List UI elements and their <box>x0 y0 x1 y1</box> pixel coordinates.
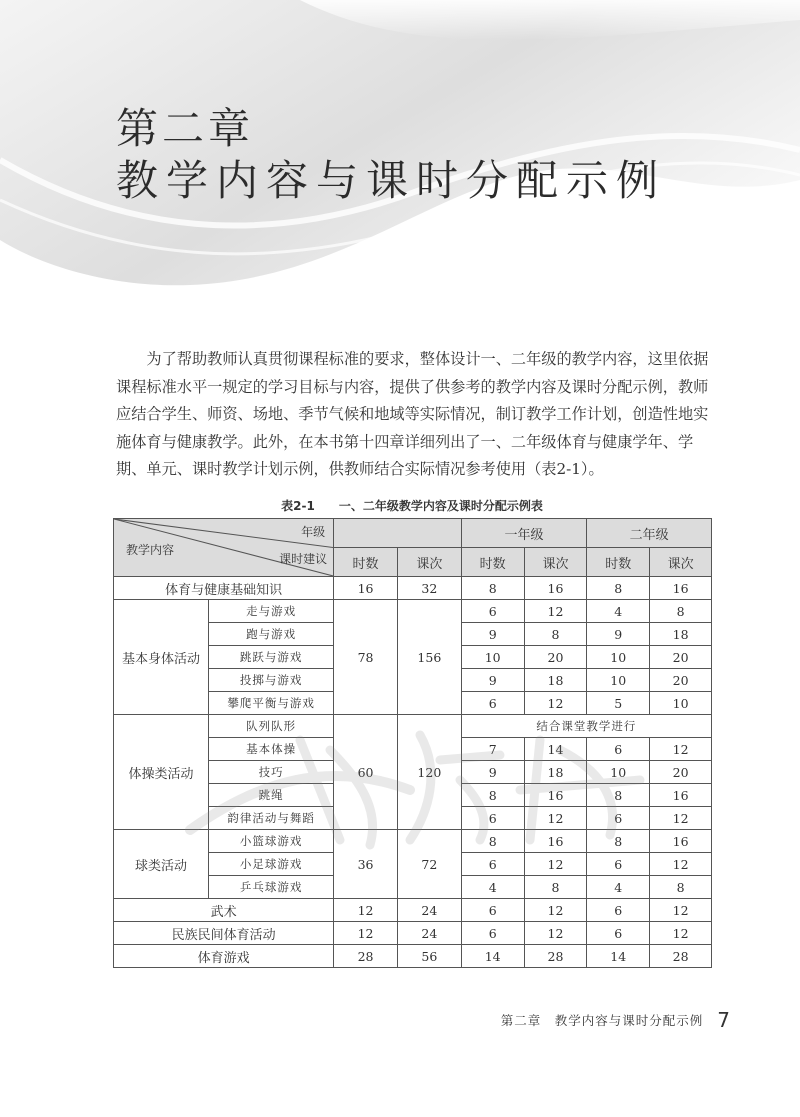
table-row <box>114 600 712 623</box>
table-row <box>114 922 712 945</box>
header-grade-label: 年级 <box>301 525 326 539</box>
cell: 16 <box>524 577 587 600</box>
sub-label: 韵律活动与舞蹈 <box>209 807 334 830</box>
header-grade1: 一年级 <box>461 519 587 548</box>
col-total-lessons: 课次 <box>397 548 461 577</box>
cell: 24 <box>397 899 461 922</box>
cell: 8 <box>650 876 712 899</box>
cell: 10 <box>587 646 650 669</box>
sub-label: 小篮球游戏 <box>209 830 334 853</box>
cell: 8 <box>587 830 650 853</box>
cell: 12 <box>650 899 712 922</box>
cell: 8 <box>587 784 650 807</box>
row-label: 民族民间体育活动 <box>114 922 334 945</box>
table-row <box>114 830 712 853</box>
cell: 12 <box>650 853 712 876</box>
cell: 6 <box>587 738 650 761</box>
cell: 9 <box>461 623 524 646</box>
cell: 6 <box>461 922 524 945</box>
cell: 20 <box>650 669 712 692</box>
cell: 9 <box>461 761 524 784</box>
table-row <box>114 715 712 738</box>
cell: 12 <box>334 922 398 945</box>
cell: 20 <box>524 646 587 669</box>
sub-label: 走与游戏 <box>209 600 334 623</box>
cell: 6 <box>461 600 524 623</box>
row-label: 体育游戏 <box>114 945 334 968</box>
page-footer <box>470 1008 730 1032</box>
cell: 28 <box>334 945 398 968</box>
sub-label: 乒乓球游戏 <box>209 876 334 899</box>
header-row-grades <box>114 519 712 548</box>
group-label: 体操类活动 <box>114 715 209 830</box>
sub-label: 技巧 <box>209 761 334 784</box>
cell: 6 <box>587 922 650 945</box>
cell: 20 <box>650 761 712 784</box>
sub-label: 跑与游戏 <box>209 623 334 646</box>
col-g1-lessons: 课次 <box>524 548 587 577</box>
cell: 7 <box>461 738 524 761</box>
group-label: 球类活动 <box>114 830 209 899</box>
cell: 20 <box>650 646 712 669</box>
cell: 9 <box>587 623 650 646</box>
col-g2-hours: 时数 <box>587 548 650 577</box>
table-caption-number: 表2-1 <box>281 499 315 513</box>
cell: 12 <box>650 807 712 830</box>
cell: 18 <box>524 761 587 784</box>
cell: 18 <box>524 669 587 692</box>
cell: 28 <box>650 945 712 968</box>
cell: 8 <box>461 577 524 600</box>
group-label: 基本身体活动 <box>114 600 209 715</box>
cell: 8 <box>650 600 712 623</box>
sub-label: 跳绳 <box>209 784 334 807</box>
formation-note: 结合课堂教学进行 <box>461 715 711 738</box>
cell: 12 <box>524 853 587 876</box>
row-label: 体育与健康基础知识 <box>114 577 334 600</box>
group-total-hours: 36 <box>334 830 398 899</box>
cell: 16 <box>334 577 398 600</box>
col-g2-lessons: 课次 <box>650 548 712 577</box>
diagonal-header-cell <box>114 519 334 577</box>
col-g1-hours: 时数 <box>461 548 524 577</box>
header-hours-label: 课时建议 <box>279 552 328 566</box>
cell: 12 <box>650 922 712 945</box>
cell: 10 <box>587 761 650 784</box>
cell: 4 <box>587 600 650 623</box>
cell: 12 <box>650 738 712 761</box>
cell: 12 <box>524 807 587 830</box>
col-total-hours: 时数 <box>334 548 398 577</box>
intro-paragraph: 为了帮助教师认真贯彻课程标准的要求，整体设计一、二年级的教学内容，这里依据课程标准水平一规定的学习目标与内容，提供了供参考的教学内容及课时分配示例，教师应结合学生、师资、场地、季节气候和地域等实际情况，制订教学工作计划，创造性地实施体育与健康教学。此外，在本书第十四章详细列出了一、二年级体育与健康学年、学期、单元、课时教学计划示例，供教师结合实际情况参考使用（表2-1）。 <box>116 350 709 478</box>
sub-label: 攀爬平衡与游戏 <box>209 692 334 715</box>
cell: 18 <box>650 623 712 646</box>
cell: 16 <box>524 784 587 807</box>
group-total-lessons: 156 <box>397 600 461 715</box>
cell: 6 <box>587 853 650 876</box>
cell: 4 <box>587 876 650 899</box>
table-row <box>114 899 712 922</box>
sub-label: 小足球游戏 <box>209 853 334 876</box>
table-caption-title: 一、二年级教学内容及课时分配示例表 <box>338 499 543 513</box>
cell: 12 <box>524 692 587 715</box>
cell: 16 <box>650 830 712 853</box>
cell: 14 <box>524 738 587 761</box>
cell: 6 <box>461 853 524 876</box>
header-content-label: 教学内容 <box>126 543 175 557</box>
cell: 10 <box>650 692 712 715</box>
cell: 12 <box>524 899 587 922</box>
sub-label: 跳跃与游戏 <box>209 646 334 669</box>
cell: 56 <box>397 945 461 968</box>
cell: 24 <box>397 922 461 945</box>
group-total-hours: 78 <box>334 600 398 715</box>
cell: 6 <box>461 807 524 830</box>
page-number: 7 <box>717 1008 730 1032</box>
group-total-hours: 60 <box>334 715 398 830</box>
sub-label: 队列队形 <box>209 715 334 738</box>
sub-label: 基本体操 <box>209 738 334 761</box>
chapter-title: 教学内容与课时分配示例 <box>116 156 667 205</box>
header-grade2: 二年级 <box>587 519 712 548</box>
group-total-lessons: 120 <box>397 715 461 830</box>
cell: 12 <box>524 600 587 623</box>
cell: 14 <box>587 945 650 968</box>
header-total-blank <box>334 519 462 548</box>
allocation-table <box>113 518 712 968</box>
cell: 16 <box>650 577 712 600</box>
table-row <box>114 577 712 600</box>
cell: 16 <box>524 830 587 853</box>
running-title: 第二章 教学内容与课时分配示例 <box>500 1013 704 1028</box>
cell: 10 <box>587 669 650 692</box>
cell: 32 <box>397 577 461 600</box>
sub-label: 投掷与游戏 <box>209 669 334 692</box>
table-row <box>114 945 712 968</box>
cell: 9 <box>461 669 524 692</box>
cell: 6 <box>587 899 650 922</box>
cell: 5 <box>587 692 650 715</box>
cell: 28 <box>524 945 587 968</box>
cell: 8 <box>461 830 524 853</box>
cell: 12 <box>524 922 587 945</box>
cell: 4 <box>461 876 524 899</box>
cell: 6 <box>587 807 650 830</box>
cell: 10 <box>461 646 524 669</box>
cell: 8 <box>524 876 587 899</box>
cell: 8 <box>461 784 524 807</box>
group-total-lessons: 72 <box>397 830 461 899</box>
chapter-number: 第二章 <box>116 104 255 153</box>
cell: 6 <box>461 692 524 715</box>
cell: 14 <box>461 945 524 968</box>
table-caption <box>112 497 712 514</box>
row-label: 武术 <box>114 899 334 922</box>
cell: 6 <box>461 899 524 922</box>
cell: 12 <box>334 899 398 922</box>
cell: 8 <box>524 623 587 646</box>
cell: 16 <box>650 784 712 807</box>
cell: 8 <box>587 577 650 600</box>
